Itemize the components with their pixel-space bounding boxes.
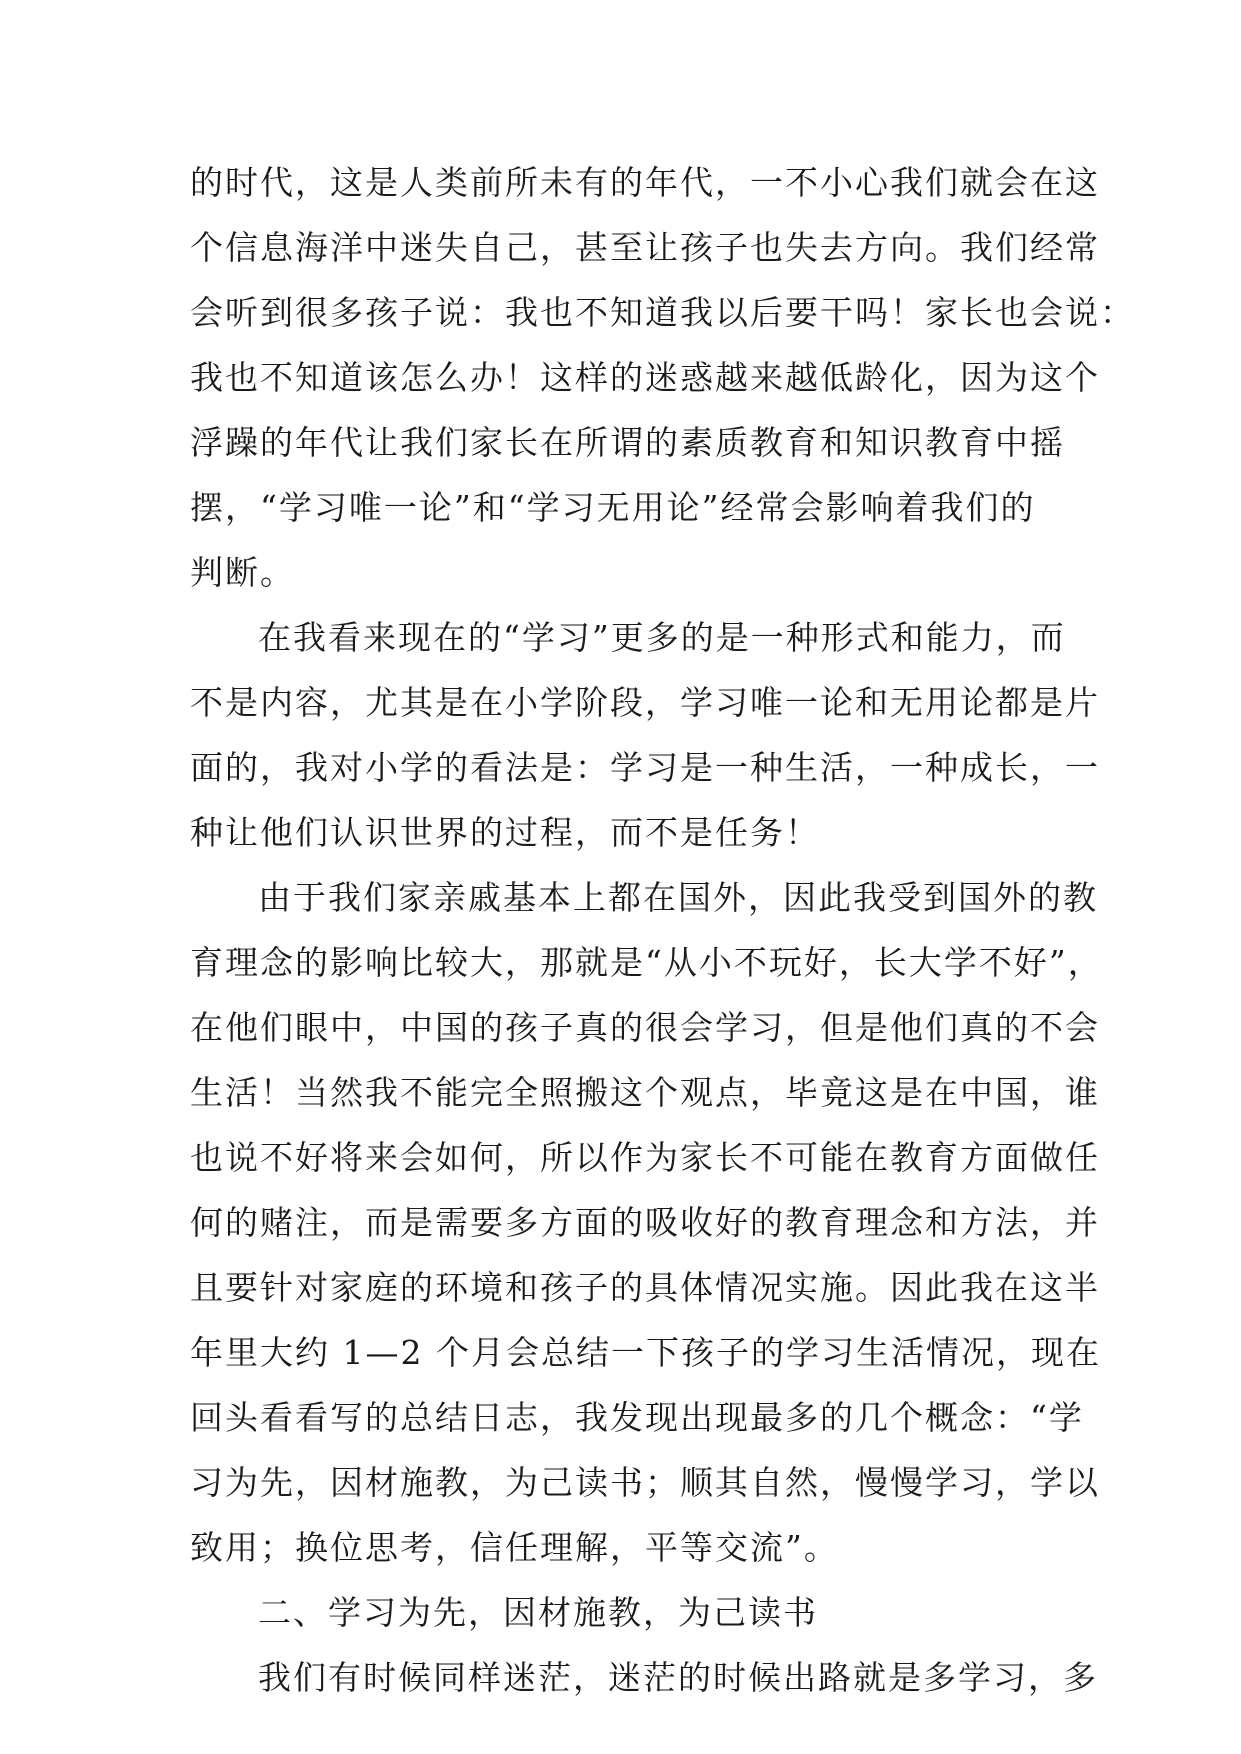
paragraph-first-line: 在我看来现在的“学习”更多的是一种形式和能力，而 (258, 618, 1066, 657)
text-line: 不是内容，尤其是在小学阶段，学习唯一论和无用论都是片 (190, 683, 1100, 722)
text-line: 种让他们认识世界的过程，而不是任务！ (190, 813, 820, 852)
text-line: 在他们眼中，中国的孩子真的很会学习，但是他们真的不会 (190, 1008, 1100, 1047)
document-body (190, 150, 1135, 1710)
paragraph-first-line: 由于我们家亲戚基本上都在国外，因此我受到国外的教 (258, 878, 1098, 917)
text-line: 育理念的影响比较大，那就是“从小不玩好，长大学不好”， (190, 943, 1103, 982)
text-line: 何的赌注，而是需要多方面的吸收好的教育理念和方法，并 (190, 1203, 1100, 1242)
text-line: 习为先，因材施教，为己读书；顺其自然，慢慢学习，学以 (190, 1463, 1100, 1502)
text-line: 个信息海洋中迷失自己，甚至让孩子也失去方向。我们经常 (190, 228, 1100, 267)
text-line: 摆，“学习唯一论”和“学习无用论”经常会影响着我们的 (190, 488, 1036, 527)
section-heading: 二、学习为先，因材施教，为己读书 (258, 1593, 818, 1632)
text-line: 我也不知道该怎么办！这样的迷惑越来越低龄化，因为这个 (190, 358, 1100, 397)
text-line: 的时代，这是人类前所未有的年代，一不小心我们就会在这 (190, 163, 1100, 202)
text-line: 且要针对家庭的环境和孩子的具体情况实施。因此我在这半 (190, 1268, 1100, 1307)
text-line: 年里大约 1—2 个月会总结一下孩子的学习生活情况，现在 (190, 1333, 1101, 1372)
paragraph-first-line: 我们有时候同样迷茫，迷茫的时候出路就是多学习，多 (258, 1658, 1098, 1697)
text-line: 生活！当然我不能完全照搬这个观点，毕竟这是在中国，谁 (190, 1073, 1100, 1112)
text-line: 致用；换位思考，信任理解，平等交流”。 (190, 1528, 839, 1567)
text-line: 回头看看写的总结日志，我发现出现最多的几个概念：“学 (190, 1398, 1084, 1437)
text-line: 会听到很多孩子说：我也不知道我以后要干吗！家长也会说： (190, 293, 1135, 332)
text-line: 面的，我对小学的看法是：学习是一种生活，一种成长，一 (190, 748, 1100, 787)
text-line: 浮躁的年代让我们家长在所谓的素质教育和知识教育中摇 (190, 423, 1065, 462)
text-line: 判断。 (190, 553, 295, 592)
text-line: 也说不好将来会如何，所以作为家长不可能在教育方面做任 (190, 1138, 1100, 1177)
